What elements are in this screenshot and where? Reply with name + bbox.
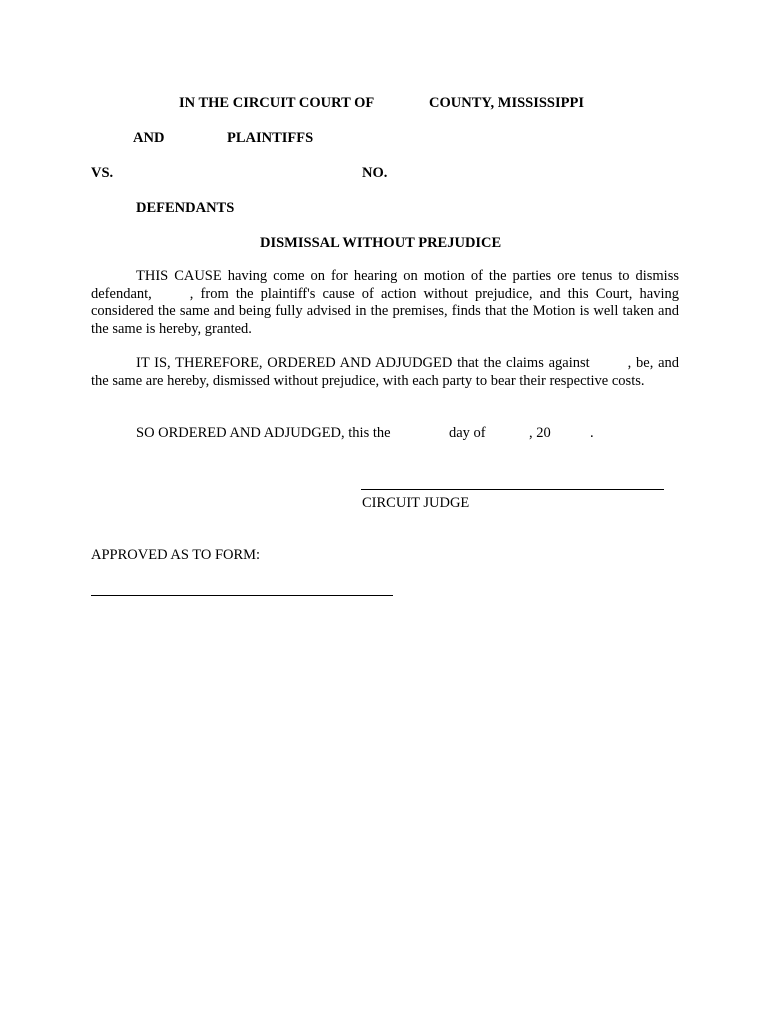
body-paragraph-1 <box>91 268 679 338</box>
circuit-judge-label: CIRCUIT JUDGE <box>362 495 470 511</box>
paragraph-2-part-b: , be, and the same are hereby, dismissed without prejudice, with each party to bear their respective costs. <box>91 355 680 389</box>
court-suffix: COUNTY, MISSISSIPPI <box>429 95 584 111</box>
ordered-prefix: SO ORDERED AND ADJUDGED, this the <box>136 425 391 441</box>
judge-signature-line <box>361 489 664 490</box>
day-of-label: day of <box>449 425 486 441</box>
vs-label: VS. <box>91 165 114 181</box>
document-title: DISMISSAL WITHOUT PREJUDICE <box>260 235 502 251</box>
plaintiffs-label: PLAINTIFFS <box>227 130 314 146</box>
paragraph-2-part-a: IT IS, THEREFORE, ORDERED AND ADJUDGED that the claims against <box>136 355 590 371</box>
paragraph-1-part-a: THIS CAUSE having come on for hearing on motion of the parties ore tenus to dismiss defendant, <box>91 268 679 302</box>
body-paragraph-2 <box>91 355 679 390</box>
approved-as-to-form-label: APPROVED AS TO FORM: <box>91 547 261 563</box>
defendants-label: DEFENDANTS <box>136 200 235 216</box>
approval-signature-line <box>91 595 393 596</box>
year-prefix: , 20 <box>529 425 551 441</box>
and-label: AND <box>133 130 165 146</box>
ordered-period: . <box>590 425 594 441</box>
paragraph-1-part-b: , from the plaintiff's cause of action without prejudice, and this Court, having considered the same and being fully advised in the premises, finds that the Motion is well taken and the same is hereby, granted. <box>91 285 679 337</box>
court-prefix: IN THE CIRCUIT COURT OF <box>179 95 375 111</box>
case-number-label: NO. <box>362 165 388 181</box>
